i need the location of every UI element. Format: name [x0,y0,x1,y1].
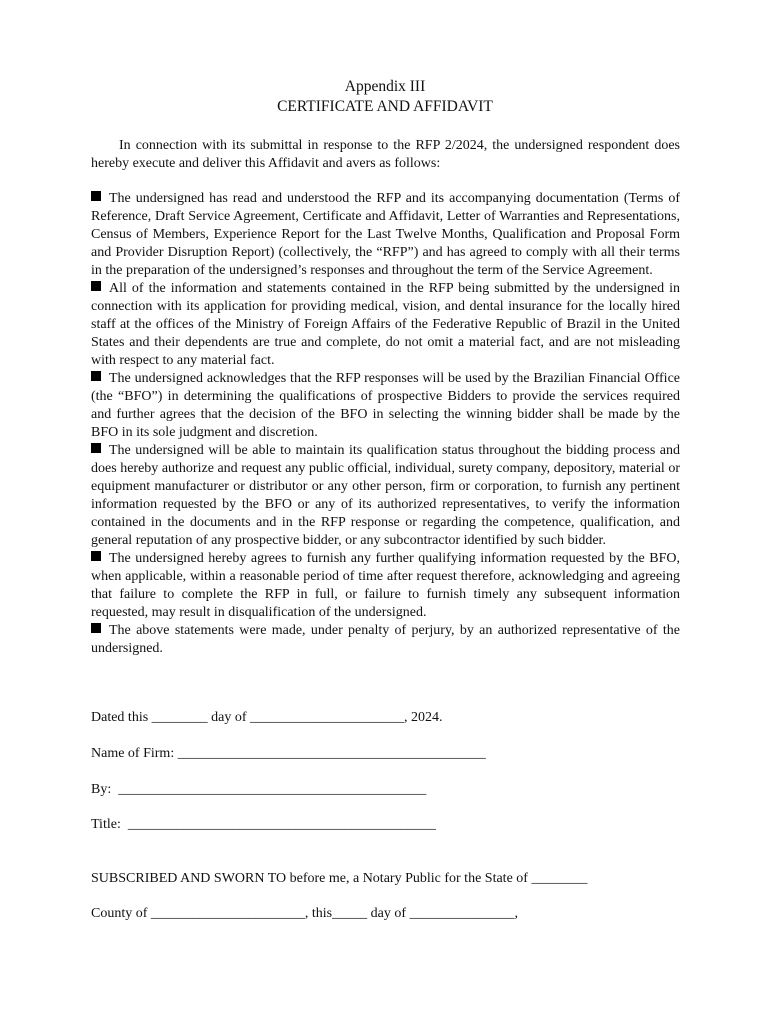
statements-list [91,190,680,658]
statement-item [91,550,680,622]
statement-item [91,442,680,550]
notary-state-field[interactable]: SUBSCRIBED AND SWORN TO before me, a Notary Public for the State of ________ [91,871,588,886]
statement-text: All of the information and statements contained in the RFP being submitted by the undersigned in connection with its application for providing medical, vision, and dental insurance for the locally hired staff at the offices of the Ministry of Foreign Affairs of the Federative Republic of Brazil in the United States and their dependents are true and complete, do not omit a material fact, and are not misleading with respect to any material fact. [91,281,680,368]
statement-item [91,190,680,280]
square-bullet-icon [91,551,101,561]
square-bullet-icon [91,281,101,291]
intro-paragraph: In connection with its submittal in response to the RFP 2/2024, the undersigned respondent does hereby execute and deliver this Affidavit and avers as follows: [91,138,680,171]
statement-item [91,622,680,658]
statement-text: The undersigned acknowledges that the RFP responses will be used by the Brazilian Financial Office (the “BFO”) in determining the qualifications of prospective Bidders to provide the services required and further agrees that the decision of the BFO in selecting the winning bidder shall be made by the BFO in its sole judgment and discretion. [91,371,680,440]
signature-by-field[interactable]: By: ____________________________________________ [91,782,427,797]
signer-title-field[interactable]: Title: ____________________________________________ [91,817,436,832]
square-bullet-icon [91,443,101,453]
appendix-heading: Appendix III [344,78,426,95]
square-bullet-icon [91,371,101,381]
notary-county-field[interactable]: County of ______________________, this_____ day of _______________, [91,906,518,921]
statement-item [91,370,680,442]
firm-name-field[interactable]: Name of Firm: ____________________________________________ [91,746,486,761]
square-bullet-icon [91,191,101,201]
statement-text: The above statements were made, under penalty of perjury, by an authorized representative of the undersigned. [91,623,680,656]
square-bullet-icon [91,623,101,633]
certificate-title: CERTIFICATE AND AFFIDAVIT [277,98,493,115]
statement-text: The undersigned hereby agrees to furnish any further qualifying information requested by the BFO, when applicable, within a reasonable period of time after request therefore, acknowledging and agreeing that failure to complete the RFP in full, or failure to furnish timely any subsequent information requested, may result in disqualification of the undersigned. [91,551,680,620]
statement-text: The undersigned has read and understood the RFP and its accompanying documentation (Terms of Reference, Draft Service Agreement, Certificate and Affidavit, Letter of Warranties and Representations, Census of Members, Experience Report for the Last Twelve Months, Qualification and Proposal Form and Provider Disruption Report) (collectively, the “RFP”) and has agreed to comply with all their terms in the preparation of the undersigned’s responses and throughout the term of the Service Agreement. [91,191,680,278]
statement-item [91,280,680,370]
dated-field[interactable]: Dated this ________ day of ______________________, 2024. [91,710,443,725]
statement-text: The undersigned will be able to maintain its qualification status throughout the bidding process and does hereby authorize and request any public official, individual, surety company, depository, material or equipment manufacturer or distributor or any other person, firm or corporation, to furnish any pertinent information requested by the BFO or any of its authorized representatives, to verify the information contained in the documents and in the RFP response or regarding the competence, qualification, and general reputation of any prospective bidder, or any subcontractor identified by such bidder. [91,443,680,548]
